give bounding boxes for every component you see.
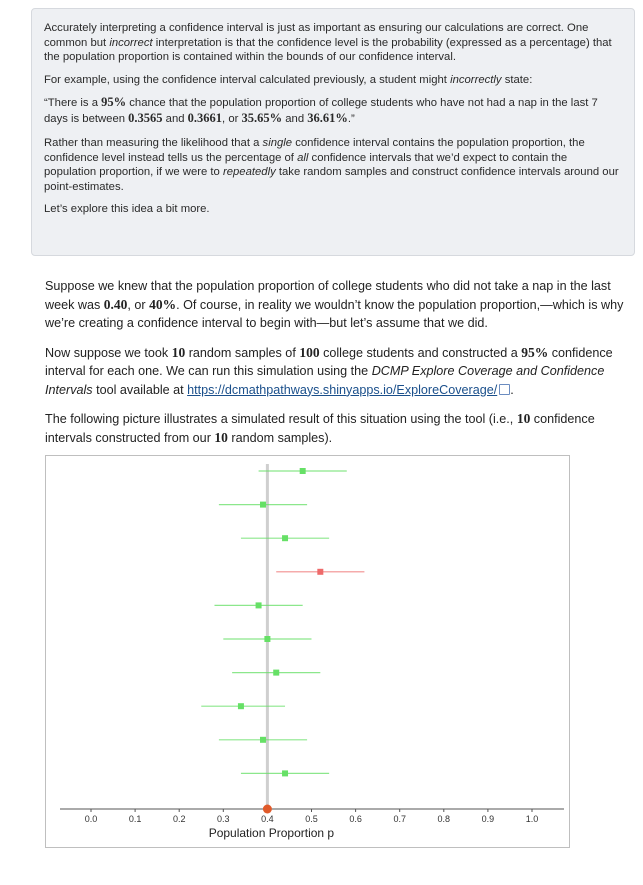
true-proportion-marker <box>263 805 272 814</box>
point-estimate <box>300 468 306 474</box>
coverage-chart-svg <box>46 456 571 849</box>
x-tick-label: 0.9 <box>481 814 495 824</box>
callout-paragraph-5: Let’s explore this idea a bit more. <box>44 203 210 215</box>
point-estimate <box>238 703 244 709</box>
point-estimate <box>260 502 266 508</box>
point-estimate <box>282 535 288 541</box>
point-estimate <box>260 737 266 743</box>
main-paragraph-1: Suppose we knew that the population proportion of college students who did not take a nap in the last week was 0.40, or 40%. Of course, in reality we wouldn’t know the population proportion,—which is why we’re creating a confidence interval to begin with—but let’s assume that we did. <box>45 279 624 330</box>
callout-paragraph-4: Rather than measuring the likelihood that a single confidence interval contains the population proportion, the confidence level instead tells us the percentage of all confidence intervals that we’d expect to contain the population proportion, if we were to repeatedly take random samples and construct confidence intervals around our point-estimates. <box>44 137 619 193</box>
x-tick-label: 0.1 <box>128 814 142 824</box>
callout-quote: “There is a 95% chance that the population proportion of college students who have not had a nap in the last 7 days is between 0.3565 and 0.3661, or 35.65% and 36.61%.” <box>44 95 598 125</box>
point-estimate <box>264 636 270 642</box>
callout-paragraph-1: Accurately interpreting a confidence interval is just as important as ensuring our calculations are correct. One common but incorrect interpretation is that the confidence level is the probability (expressed as a percentage) that the population proportion is contained within the bounds of our confidence interval. <box>44 22 612 63</box>
x-tick-label: 0.3 <box>217 814 230 824</box>
main-paragraph-2: Now suppose we took 10 random samples of 100 college students and constructed a 95% confidence interval for each one. We can run this simulation using the DCMP Explore Coverage and Confidence Intervals tool available at https://dcmathpathways.shinyapps.io/ExploreCoverage/ . <box>45 344 613 397</box>
x-tick-label: 0.0 <box>84 814 98 824</box>
main-content <box>45 277 629 458</box>
point-estimate <box>317 569 323 575</box>
interval-group <box>201 468 364 776</box>
x-tick-label: 0.5 <box>305 814 318 824</box>
x-tick-label: 1.0 <box>525 814 539 824</box>
point-estimate <box>256 602 262 608</box>
x-tick-label: 0.4 <box>261 814 274 824</box>
interpretation-callout <box>31 8 635 256</box>
point-estimate <box>282 770 288 776</box>
x-tick-label: 0.2 <box>172 814 186 824</box>
coverage-chart <box>45 455 570 848</box>
point-estimate <box>273 670 279 676</box>
main-paragraph-3: The following picture illustrates a simulated result of this situation using the tool (i.e., 10 confidence intervals constructed from our 10 random samples). <box>45 411 595 445</box>
explore-coverage-link[interactable]: https://dcmathpathways.shinyapps.io/ExploreCoverage/ <box>187 382 498 397</box>
x-axis-ticks <box>85 809 539 824</box>
x-axis-label: Population Proportion p <box>208 826 335 840</box>
x-tick-label: 0.8 <box>437 814 451 824</box>
callout-paragraph-2: For example, using the confidence interval calculated previously, a student might incorrectly state: <box>44 73 533 86</box>
x-tick-label: 0.7 <box>393 814 406 824</box>
external-link-icon <box>499 384 510 395</box>
x-tick-label: 0.6 <box>349 814 362 824</box>
